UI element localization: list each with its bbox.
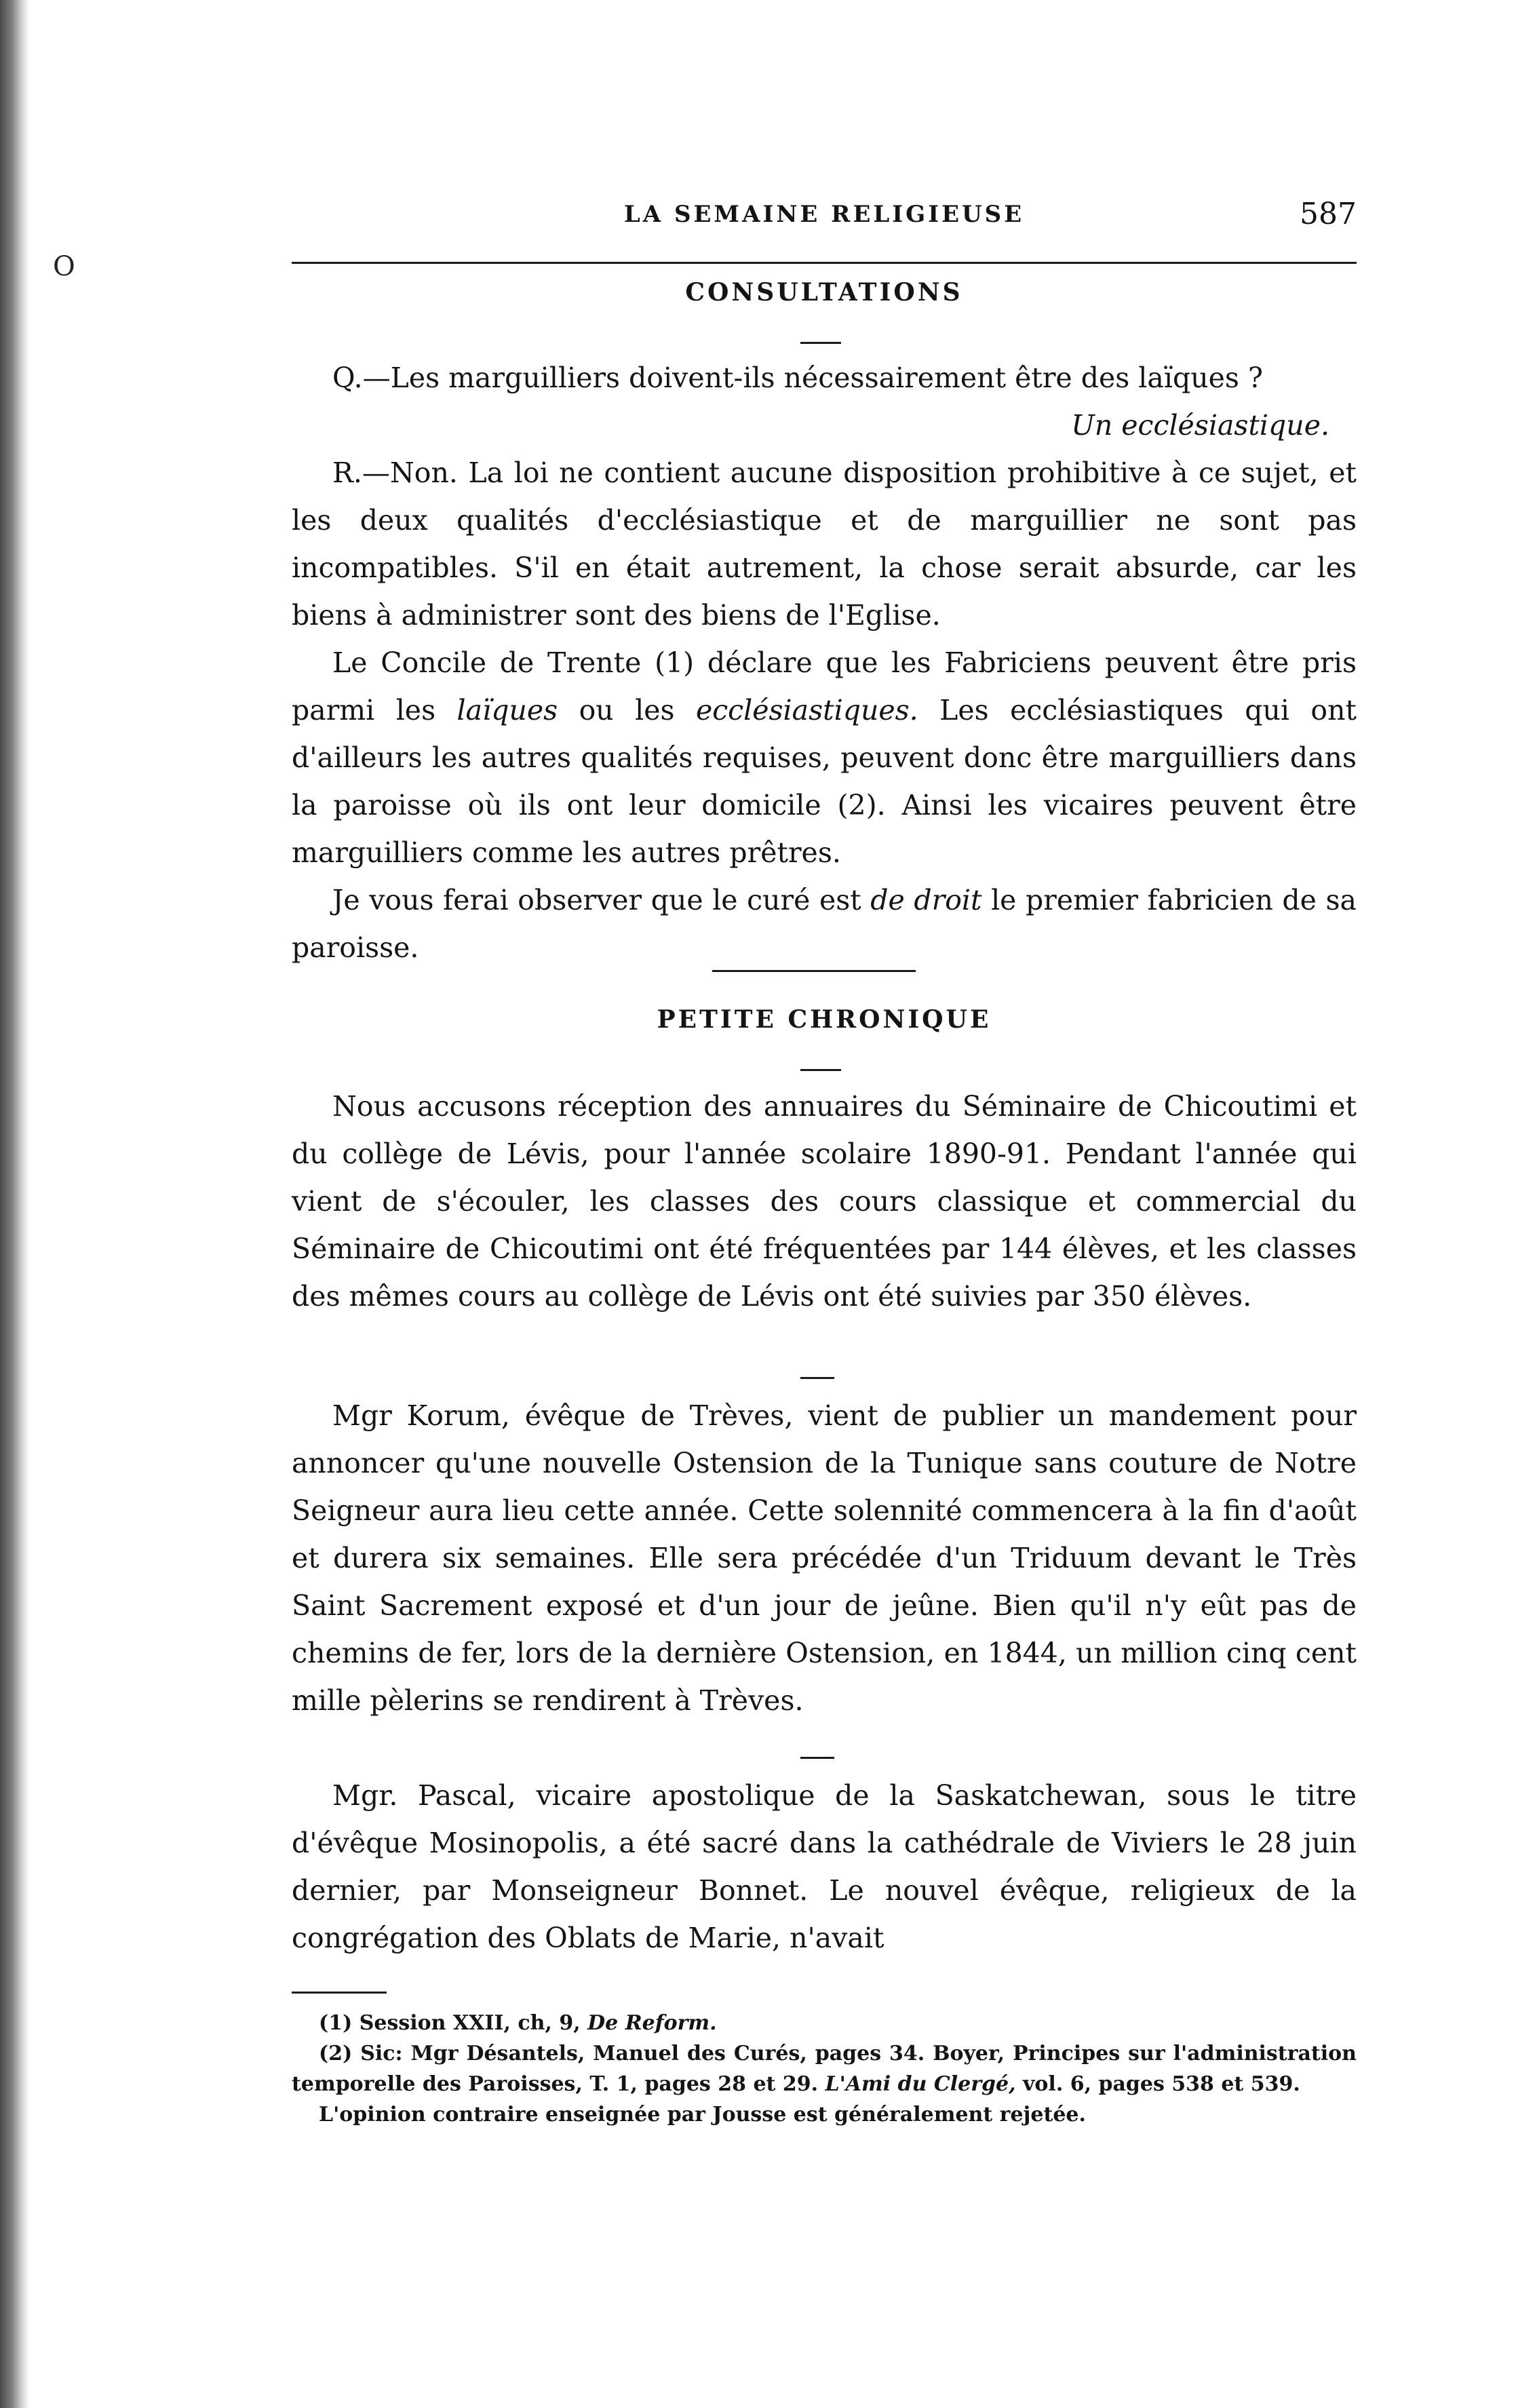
- item-dash: [800, 1377, 834, 1379]
- trente-paragraph: [292, 639, 1357, 876]
- treves-paragraph: Mgr Korum, évêque de Trèves, vient de publier un mandement pour annoncer qu'une nouvelle Ostension de la Tunique sans couture de Notre Seigneur aura lieu cette année. Cette solennité commencera à la fin d'août et durera six semaines. Elle sera précédée d'un Triduum devant le Très Saint Sacrement exposé et d'un jour de jeûne. Bien qu'il n'y eût pas de chemins de fer, lors de la dernière Ostension, en 1844, un million cinq cent mille pèlerins se rendirent à Trèves.: [292, 1399, 1357, 1717]
- text-run: le premier fabricien de sa paroisse.: [292, 884, 1357, 964]
- page-number: 587: [1300, 197, 1357, 231]
- text-run: (1) Session XXII, ch, 9,: [319, 2011, 588, 2035]
- chronique-body-2: [292, 1392, 1357, 1724]
- italic-run: laïques: [456, 694, 558, 726]
- section-dash: [800, 1069, 841, 1071]
- text-run: ou les: [558, 694, 696, 726]
- page-edge-shadow: [0, 0, 30, 2408]
- section-separator: [712, 970, 916, 972]
- section-dash: [800, 342, 841, 344]
- italic-run: de droit: [870, 884, 982, 916]
- chronique-body: [292, 1083, 1357, 1320]
- chronique-title: PETITE CHRONIQUE: [657, 1005, 992, 1034]
- text-run: (2) Sic: Mgr Désantels, Manuel des Curés, pages 34. Boyer, Principes sur l'administration temporelle des Paroisses, T. 1, pages 28 et 29.: [292, 2042, 1357, 2096]
- page: [292, 176, 1357, 2381]
- item-dash: [800, 1757, 834, 1759]
- text-run: Les ecclésiastiques qui ont d'ailleurs les autres qualités requises, peuvent donc être marguilliers dans la paroisse où ils ont leur domicile (2). Ainsi les vicaires peuvent être marguilliers comme les autres prêtres.: [292, 694, 1357, 869]
- italic-run: De Reform.: [587, 2011, 717, 2035]
- margin-mark: O: [53, 251, 75, 282]
- running-head-title: LA SEMAINE RELIGIEUSE: [623, 201, 1025, 228]
- italic-run: ecclésiastiques.: [695, 694, 918, 726]
- chronique-body-3: [292, 1772, 1357, 1962]
- consultations-body: [292, 354, 1357, 971]
- footnote-2: [292, 2038, 1357, 2099]
- answer-paragraph: R.—Non. La loi ne contient aucune disposition prohibitive à ce sujet, et les deux qualités d'ecclésiastique et de marguillier ne sont pas incompatibles. S'il en était autrement, la chose serait absurde, car les biens à administrer sont des biens de l'Eglise.: [292, 457, 1357, 632]
- annuaires-paragraph: Nous accusons réception des annuaires du Séminaire de Chicoutimi et du collège de Lévis, pour l'année scolaire 1890-91. Pendant l'année qui vient de s'écouler, les classes des cours classique et commercial du Séminaire de Chicoutimi ont été fréquentées par 144 élèves, et les classes des mêmes cours au collège de Lévis ont été suivies par 350 élèves.: [292, 1090, 1357, 1313]
- footnote-1: [292, 2008, 1357, 2038]
- question-signature: Un ecclésiastique.: [1071, 409, 1329, 442]
- question-paragraph: Q.—Les marguilliers doivent-ils nécessairement être des laïques ?: [332, 362, 1263, 394]
- pascal-paragraph: Mgr. Pascal, vicaire apostolique de la Saskatchewan, sous le titre d'évêque Mosinopolis, a été sacré dans la cathédrale de Viviers le 28 juin dernier, par Monseigneur Bonnet. Le nouvel évêque, religieux de la congrégation des Oblats de Marie, n'avait: [292, 1779, 1357, 1954]
- consultations-title: CONSULTATIONS: [685, 278, 963, 307]
- text-run: Le Concile de Trente (1) déclare que les Fabriciens peuvent être pris parmi les: [292, 646, 1357, 726]
- italic-run: L'Ami du Clergé,: [825, 2072, 1016, 2096]
- text-run: vol. 6, pages 538 et 539.: [1015, 2072, 1300, 2096]
- cure-paragraph: [292, 876, 1357, 971]
- footnote-3: L'opinion contraire enseignée par Jousse est généralement rejetée.: [319, 2103, 1086, 2127]
- header-rule: [292, 262, 1357, 264]
- text-run: Je vous ferai observer que le curé est: [332, 884, 871, 916]
- running-head: [292, 197, 1357, 237]
- footnotes: [292, 2008, 1357, 2130]
- footnote-rule: [292, 1992, 387, 1994]
